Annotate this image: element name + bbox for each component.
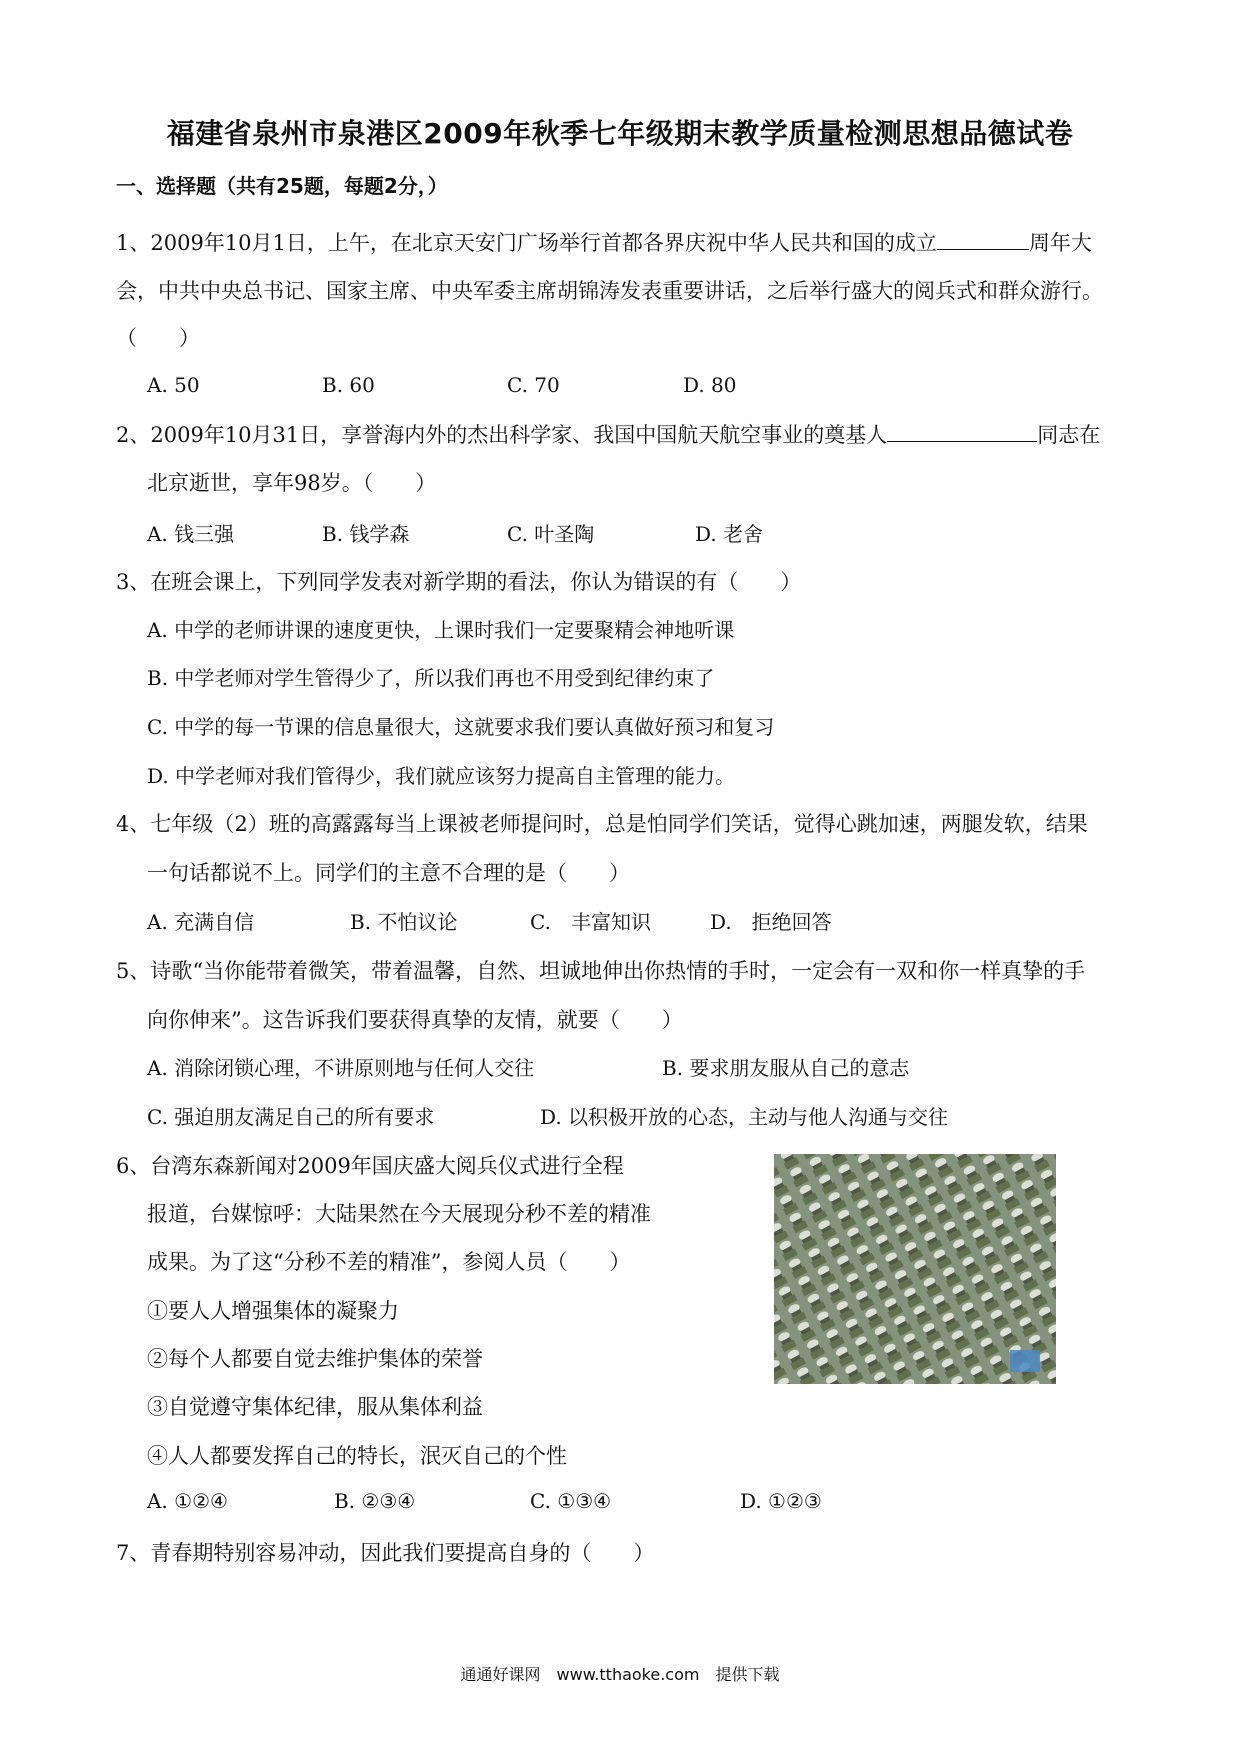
q4-option-a: A. 充满自信 <box>147 910 255 934</box>
q6-line3: 成果。为了这“分秒不差的精准”，参阅人员（ ） <box>147 1250 631 1274</box>
q1-text-b: 周年大 <box>1028 231 1092 255</box>
q6-option-b: B. ②③④ <box>334 1489 416 1513</box>
q2-line1 <box>116 419 1100 449</box>
q1-option-b: B. 60 <box>322 373 375 397</box>
q6-item-1: ①要人人增强集体的凝聚力 <box>147 1299 399 1323</box>
q5-option-d: D. 以积极开放的心态，主动与他人沟通与交往 <box>540 1105 949 1129</box>
exam-title: 福建省泉州市泉港区2009年秋季七年级期末教学质量检测思想品德试卷 <box>166 117 1074 150</box>
q2-line2: 北京逝世，享年98岁。（ ） <box>147 471 437 495</box>
q3-option-c: C. 中学的每一节课的信息量很大，这就要求我们要认真做好预习和复习 <box>147 715 775 739</box>
q2-text-a: 2、2009年10月31日，享誉海内外的杰出科学家、我国中国航天航空事业的奠基人 <box>116 423 888 447</box>
q3-option-b: B. 中学老师对学生管得少了，所以我们再也不用受到纪律约束了 <box>147 666 715 690</box>
q4-option-d: D. 拒绝回答 <box>710 910 832 934</box>
q2-option-c: C. 叶圣陶 <box>507 522 595 546</box>
q1-text-a: 1、2009年10月1日，上午，在北京天安门广场举行首都各界庆祝中华人民共和国的成立 <box>116 231 937 255</box>
q1-option-c: C. 70 <box>507 373 560 397</box>
q6-option-d: D. ①②③ <box>740 1489 822 1513</box>
parade-photo <box>774 1154 1056 1384</box>
q1-line1 <box>116 227 1092 257</box>
q4-option-b: B. 不怕议论 <box>350 910 458 934</box>
q2-blank <box>887 440 1037 442</box>
q2-option-d: D. 老舍 <box>695 522 764 546</box>
q1-option-d: D. 80 <box>683 373 737 397</box>
q5-line1: 5、诗歌“当你能带着微笑，带着温馨，自然、坦诚地伸出你热情的手时，一定会有一双和你一样真挚的手 <box>116 959 1086 983</box>
q5-option-a: A. 消除闭锁心理，不讲原则地与任何人交往 <box>147 1056 535 1080</box>
q5-option-c: C. 强迫朋友满足自己的所有要求 <box>147 1105 435 1129</box>
q3-stem: 3、在班会课上，下列同学发表对新学期的看法，你认为错误的有（ ） <box>116 570 802 594</box>
q6-option-c: C. ①③④ <box>530 1489 612 1513</box>
section-heading: 一、选择题（共有25题，每题2分，） <box>116 174 448 198</box>
q4-option-c: C. 丰富知识 <box>530 910 651 934</box>
q6-option-a: A. ①②④ <box>147 1489 228 1513</box>
q2-text-b: 同志在 <box>1037 423 1101 447</box>
parade-soldiers-illustration <box>774 1154 1056 1384</box>
q1-blank <box>937 248 1029 250</box>
q2-option-a: A. 钱三强 <box>147 522 235 546</box>
q2-option-b: B. 钱学森 <box>322 522 410 546</box>
q4-line1: 4、七年级（2）班的高露露每当上课被老师提问时，总是怕同学们笑话，觉得心跳加速，两腿发软，结果 <box>116 812 1088 836</box>
q6-item-3: ③自觉遵守集体纪律，服从集体利益 <box>147 1395 483 1419</box>
q1-option-a: A. 50 <box>147 373 200 397</box>
q6-line1: 6、台湾东森新闻对2009年国庆盛大阅兵仪式进行全程 <box>116 1154 624 1178</box>
q6-item-2: ②每个人都要自觉去维护集体的荣誉 <box>147 1347 483 1371</box>
q3-option-d: D. 中学老师对我们管得少，我们就应该努力提高自主管理的能力。 <box>147 764 736 788</box>
q3-option-a: A. 中学的老师讲课的速度更快，上课时我们一定要聚精会神地听课 <box>147 618 735 642</box>
q5-line2: 向你伸来”。这告诉我们要获得真挚的友情，就要（ ） <box>147 1008 683 1032</box>
q1-line2: 会，中共中央总书记、国家主席、中央军委主席胡锦涛发表重要讲话，之后举行盛大的阅兵式和群众游行。 <box>116 279 1103 303</box>
q7-stem: 7、青春期特别容易冲动，因此我们要提高自身的（ ） <box>116 1541 655 1565</box>
q1-line3: （ ） <box>116 326 200 350</box>
q4-line2: 一句话都说不上。同学们的主意不合理的是（ ） <box>147 861 630 885</box>
q6-item-4: ④人人都要发挥自己的特长，泯灭自己的个性 <box>147 1444 567 1468</box>
q6-line2: 报道，台媒惊呼：大陆果然在今天展现分秒不差的精准 <box>147 1202 651 1226</box>
q5-option-b: B. 要求朋友服从自己的意志 <box>662 1056 910 1080</box>
page-footer: 通通好课网 www.tthaoke.com 提供下载 <box>460 1665 780 1684</box>
